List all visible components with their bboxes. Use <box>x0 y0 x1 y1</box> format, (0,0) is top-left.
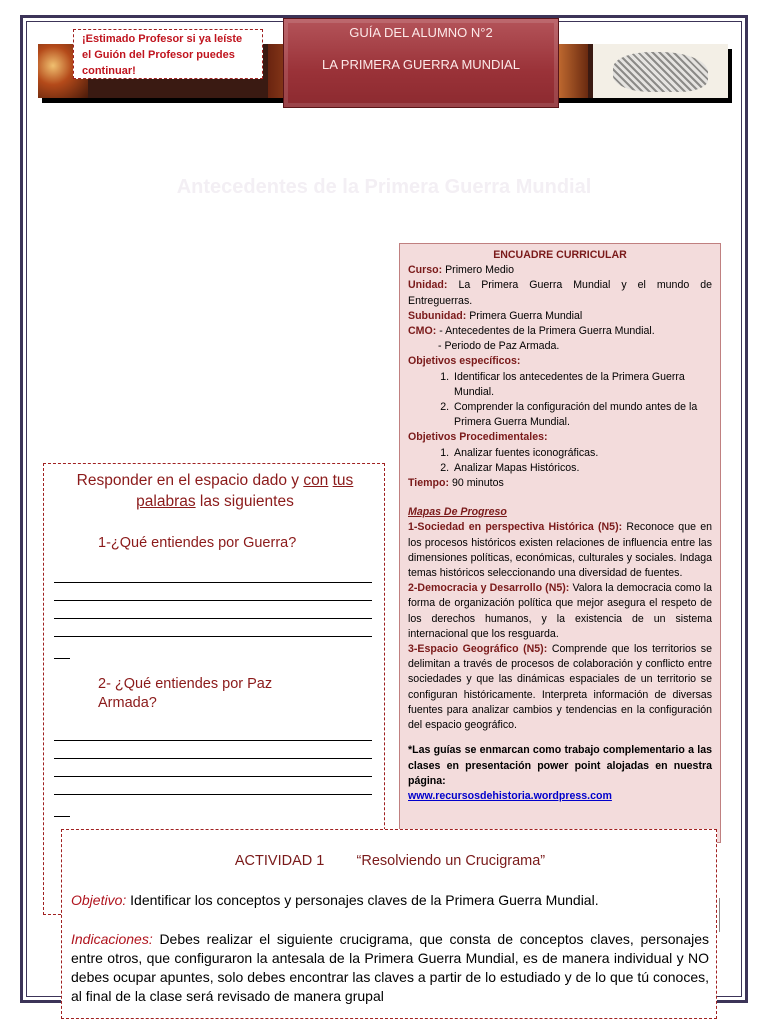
cmo-label: CMO: <box>408 325 437 338</box>
instructions-label: Indicaciones: <box>71 931 153 947</box>
activity-instructions <box>71 930 709 1006</box>
list-item: 2. Analizar Mapas Históricos. <box>452 461 712 476</box>
question-2-line2: Armada? <box>98 695 157 711</box>
question-2-line1: 2- ¿Qué entiendes por Paz <box>98 676 273 692</box>
intro-part-a: Responder en el espacio dado y <box>76 472 299 489</box>
mapa1-text: Reconoce que en los procesos históricos existen relaciones de influencia entre las dimensiones políticas, económicas, culturales y sociales. Indaga temas históricos seleccionando una diversidad de fuentes. <box>408 521 712 580</box>
subunidad-value: Primera Guerra Mundial <box>469 309 583 322</box>
answer-line[interactable] <box>54 582 372 583</box>
faint-section-title: Antecedentes de la Primera Guerra Mundial <box>176 176 592 198</box>
objetivos-procedimentales-label: Objetivos Procedimentales: <box>408 431 548 444</box>
list-item: 1. Analizar fuentes iconográficas. <box>452 446 712 461</box>
caricature-illustration <box>593 44 728 98</box>
page-edge-mark <box>719 898 728 932</box>
objetivos-procedimentales-list <box>408 446 712 476</box>
response-instructions <box>60 470 370 512</box>
subunidad-label: Subunidad: <box>408 309 467 322</box>
intro-underline-1: con <box>303 472 329 489</box>
intro-underline-2: tus palabras <box>136 472 354 510</box>
curso-value: Primero Medio <box>445 264 514 277</box>
question-2 <box>98 675 272 713</box>
mapas-progreso-label: Mapas De Progreso <box>408 506 507 519</box>
answer-line[interactable] <box>54 600 372 601</box>
answer-line[interactable] <box>54 740 372 741</box>
objective-text: Identificar los conceptos y personajes claves de la Primera Guerra Mundial. <box>130 892 599 908</box>
objetivos-especificos-label: Objetivos específicos: <box>408 355 521 368</box>
teacher-notice <box>73 29 263 79</box>
answer-line[interactable] <box>54 658 70 659</box>
activity-box <box>61 829 717 1019</box>
curso-label: Curso: <box>408 264 443 277</box>
answer-line[interactable] <box>54 776 372 777</box>
objective-label: Objetivo: <box>71 892 127 908</box>
curriculum-heading: ENCUADRE CURRICULAR <box>493 249 627 261</box>
notice-line1: ¡Estimado Profesor si ya leíste <box>82 33 243 45</box>
cmo-value-2: - Periodo de Paz Armada. <box>438 340 560 353</box>
mapa2-label: 2-Democracia y Desarrollo (N5): <box>408 582 570 595</box>
answer-line[interactable] <box>54 816 70 817</box>
answer-line[interactable] <box>54 618 372 619</box>
mapa3-label: 3-Espacio Geográfico (N5): <box>408 643 548 656</box>
question-1: 1-¿Qué entiendes por Guerra? <box>98 535 297 551</box>
notice-line2: el Guión del Profesor puedes <box>82 49 235 61</box>
answer-line[interactable] <box>54 758 372 759</box>
list-item: 2. Comprender la configuración del mundo antes de la Primera Guerra Mundial. <box>452 400 712 430</box>
mapa2-text: Valora la democracia como la forma de organización política que mejor asegura el respeto de los derechos humanos, y la existencia de un sistema internacional que los resguarda. <box>408 582 712 640</box>
answer-line[interactable] <box>54 794 372 795</box>
mapa3-text: Comprende que los territorios se delimitan a través de procesos de colaboración y conflicto entre sociedades y que las dinámicas espaciales de un territorio se configuran históricamente. Interpreta información de diversas fuentes para analizar cambios y tendencias en la configuración del espacio geográfico. <box>408 643 712 732</box>
website-link[interactable]: www.recursosdehistoria.wordpress.com <box>408 789 612 802</box>
unidad-value: La Primera Guerra Mundial y el mundo de Entreguerras. <box>408 279 712 307</box>
intro-part-b: las siguientes <box>199 493 294 510</box>
answer-line[interactable] <box>54 636 372 637</box>
notice-line3: continuar! <box>82 65 136 77</box>
unidad-label: Unidad: <box>408 279 448 292</box>
curriculum-box <box>399 243 721 843</box>
objetivos-especificos-list <box>408 370 712 431</box>
unit-title: LA PRIMERA GUERRA MUNDIAL <box>322 57 520 72</box>
activity-title: ACTIVIDAD 1 “Resolviendo un Crucigrama” <box>234 853 546 869</box>
tiempo-value: 90 minutos <box>451 477 504 490</box>
instructions-text: Debes realizar el siguiente crucigrama, que consta de conceptos claves, personajes entre otros, que configuraron la antesala de la Primera Guerra Mundial, es de manera individual y NO debes ocupar apuntes, solo debes encontrar las claves a partir de lo estudiado y de lo que tú conoces, al final de la clase será revisado de manera grupal <box>71 931 710 1004</box>
activity-objective <box>71 891 709 910</box>
ppt-note: *Las guías se enmarcan como trabajo complementario a las clases en presentación power point alojadas en nuestra página: <box>408 744 712 787</box>
guide-title: GUÍA DEL ALUMNO N°2 <box>349 25 493 40</box>
mapa1-label: 1-Sociedad en perspectiva Histórica (N5): <box>408 521 623 534</box>
tiempo-label: Tiempo: <box>408 477 450 490</box>
cmo-value-1: - Antecedentes de la Primera Guerra Mundial. <box>439 325 655 338</box>
list-item: 1. Identificar los antecedentes de la Primera Guerra Mundial. <box>452 370 712 400</box>
guide-header <box>283 18 559 108</box>
